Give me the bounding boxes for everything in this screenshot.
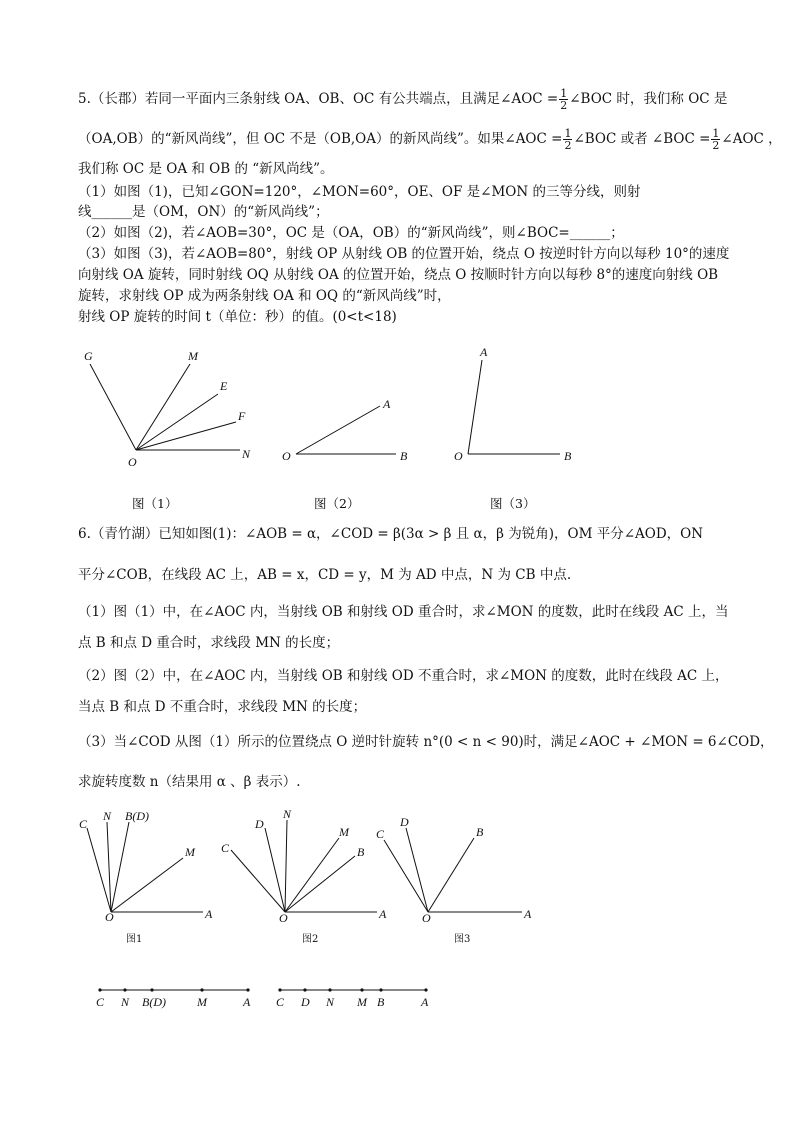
label-m: M [357,995,367,1009]
label-c: C [221,841,230,855]
p5-line-5: 线______是（OM，ON）的“新风尚线”； [78,204,329,220]
p6-line-1: 6.（青竹湖）已知如图(1)：∠AOB = α，∠COD = β(3α > β 且 α，β 为锐角)，OM 平分∠AOD，ON [78,526,704,542]
label-n: N [121,995,130,1009]
label-b: B [564,449,572,463]
p5-line-3: 我们称 OC 是 OA 和 OB 的 “新风尚线”。 [78,161,334,177]
p5-line-1 [78,88,727,111]
p6-line-2: 平分∠COB，在线段 AC 上，AB = x，CD = y，M 为 AD 中点，N 为 CB 中点. [78,567,572,583]
p5-line-1b: ∠BOC 时，我们称 OC 是 [569,91,728,107]
label-o: O [282,449,291,463]
label-bd: B(D) [142,995,166,1009]
label-a: A [243,995,251,1009]
label-b: B [400,449,408,463]
label-d: D [255,817,264,831]
label-o: O [105,910,114,924]
p6-figure-1 [75,808,225,926]
label-c: C [376,827,385,841]
p6-line-4: 点 B 和点 D 重合时，求线段 MN 的长度； [78,635,340,651]
label-a: A [480,345,488,359]
fraction: $\frac{1}{2}$ [564,127,572,152]
p6-caption-1: 图1 [126,934,143,945]
p5-figure-3 [450,340,590,470]
p5-line-7: （3）如图（3)，若∠AOB=80°，射线 OP 从射线 OB 的位置开始，绕点 O 按逆时针方向以每秒 10°的速度 [78,246,730,262]
label-d: D [400,815,409,829]
label-b: B [377,995,385,1009]
label-c: C [79,817,88,831]
fraction: $\frac{1}{2}$ [560,87,568,112]
label-n: N [242,447,251,461]
label-n: N [103,809,112,823]
p5-caption-3: 图（3） [490,496,536,511]
label-m: M [185,845,195,859]
p5-line-2 [78,128,782,151]
label-bd: B(D) [125,809,149,823]
label-c: C [276,995,285,1009]
p6-line-5: （2）图（2）中，在∠AOC 内，当射线 OB 和射线 OD 不重合时，求∠MON 的度数，此时在线段 AC 上， [78,668,729,684]
label-n: N [283,807,292,821]
p5-line-9: 旋转，求射线 OP 成为两条射线 OA 和 OQ 的“新风尚线”时， [78,288,451,304]
label-m: M [188,349,198,363]
label-f: F [238,409,246,423]
p5-line-6: （2）如图（2)，若∠AOB=30°，OC 是（OA，OB）的“新风尚线”，则∠BOC=______； [78,225,624,241]
p5-figure-2 [278,390,418,470]
p5-caption-2: 图（2） [314,496,360,511]
label-e: E [220,379,228,393]
label-a: A [205,907,213,921]
p5-line-2b: ∠BOC 或者 ∠BOC = [573,131,711,147]
label-a: A [524,907,532,921]
label-b: B [476,825,484,839]
p6-line-6: 当点 B 和点 D 不重合时，求线段 MN 的长度； [78,699,367,715]
label-m: M [339,825,349,839]
p5-line-4: （1）如图（1)，已知∠GON=120°，∠MON=60°，OE、OF 是∠MON 的三等分线，则射 [78,184,641,200]
p6-figure-3 [370,808,545,926]
p5-line-1a: 5.（长郡）若同一平面内三条射线 OA、OB、OC 有公共端点，且满足∠AOC = [78,91,559,107]
p5-figure-1 [80,340,270,475]
p5-caption-1: 图（1） [132,496,178,511]
label-b: B [357,845,365,859]
p6-segment-2 [270,982,445,1012]
p6-line-7: （3）当∠COD 从图（1）所示的位置绕点 O 逆时针旋转 n°(0 < n < 90)时，满足∠AOC + ∠MON = 6∠COD， [78,734,774,750]
p6-segment-1 [90,982,260,1012]
p6-caption-3: 图3 [454,934,471,945]
label-g: G [84,349,93,363]
p6-line-8: 求旋转度数 n（结果用 α 、β 表示）. [78,774,301,790]
label-o: O [422,911,431,925]
p6-line-3: （1）图（1）中，在∠AOC 内，当射线 OB 和射线 OD 重合时，求∠MON 的度数，此时在线段 AC 上，当 [78,604,729,620]
label-o: O [128,455,137,469]
label-o: O [279,911,288,925]
label-n: N [326,995,335,1009]
label-a: A [379,907,387,921]
fraction: $\frac{1}{2}$ [712,127,720,152]
label-a: A [383,397,391,411]
label-o: O [454,449,463,463]
p6-caption-2: 图2 [302,934,319,945]
p5-line-8: 向射线 OA 旋转，同时射线 OQ 从射线 OA 的位置开始，绕点 O 按顺时针方向以每秒 8°的速度向射线 OB [78,267,719,283]
p5-line-2a: （OA,OB）的“新风尚线”，但 OC 不是（OB,OA）的新风尚线”。如果∠AOC = [78,131,563,147]
label-a: A [421,995,429,1009]
label-c: C [96,995,105,1009]
label-m: M [197,995,207,1009]
label-d: D [301,995,310,1009]
p5-line-10: 射线 OP 旋转的时间 t（单位：秒）的值。(0<t<18) [78,309,397,325]
p5-line-2c: ∠AOC ， [721,131,782,147]
